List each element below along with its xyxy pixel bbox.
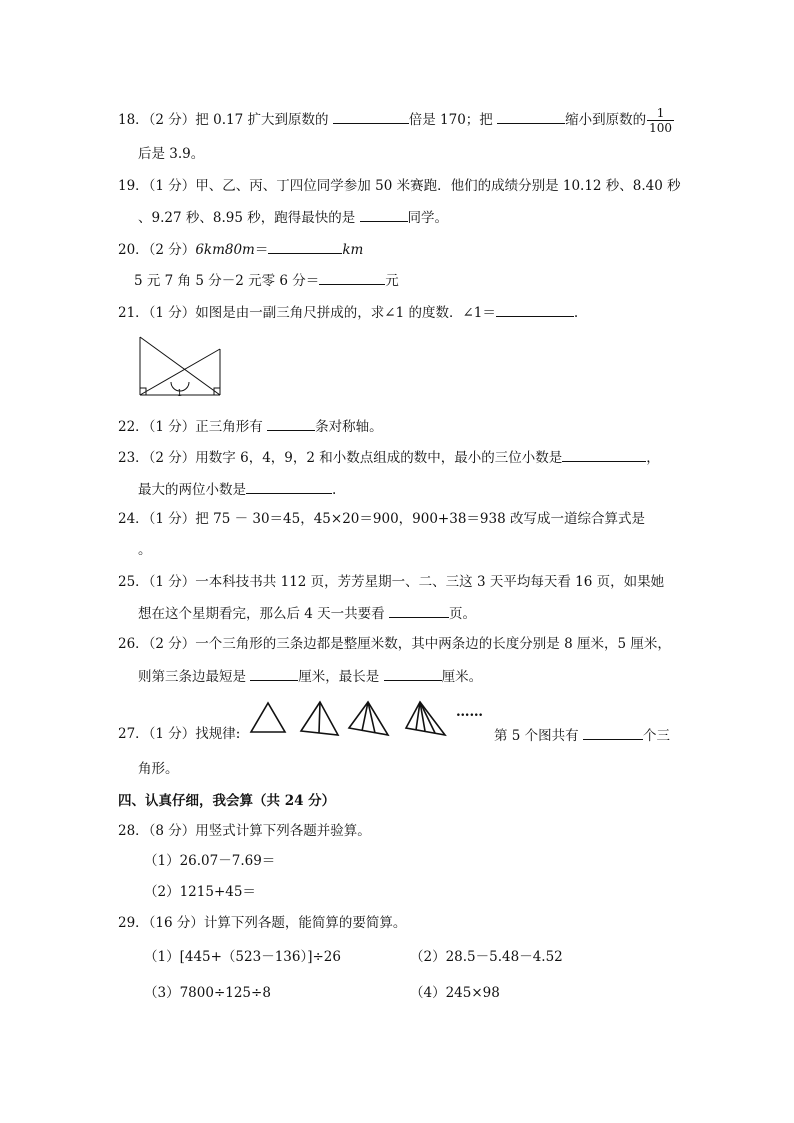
q18-frac-den: 100: [649, 121, 673, 135]
q23-text-c: 最大的两位小数是: [138, 482, 246, 498]
q22-blank[interactable]: [267, 416, 315, 431]
q27-line2: 角形。: [138, 761, 179, 777]
q28-sub1: （1）26.07－7.69＝: [144, 853, 276, 869]
q20-text-2a: 5 元 7 角 5 分－2 元零 6 分＝: [134, 273, 320, 289]
q27-blank[interactable]: [583, 725, 643, 740]
q18-blank-1[interactable]: [333, 109, 409, 124]
q29-sub3: （3）7800÷125÷8: [144, 985, 271, 1001]
q25-line1: 25．（1 分）一本科技书共 112 页，芳芳星期一、二、三这 3 天平均每天看 16 页，如果她: [118, 574, 665, 590]
q27-triangle-3: [349, 702, 388, 735]
q26-blank-1[interactable]: [250, 666, 298, 681]
q27-dots: ……: [456, 704, 483, 720]
q21-left-hypotenuse: [140, 337, 220, 395]
q20-line1: [118, 239, 363, 259]
q22-text-a: 22．（1 分）正三角形有: [118, 419, 263, 435]
q21-text-b: .: [573, 305, 579, 321]
q20-prefix: 20．（2 分）: [118, 242, 196, 258]
q19-text-b: 同学。: [407, 210, 448, 226]
q23-line1: [118, 447, 660, 467]
q19-line2: [138, 207, 448, 227]
q20-unit: km: [342, 242, 364, 258]
q22-text-b: 条对称轴。: [315, 419, 383, 435]
q28-sub2: （2）1215+45＝: [144, 884, 256, 900]
q21-text-a: 21．（1 分）如图是由一副三角尺拼成的，求∠1 的度数．∠1＝: [118, 305, 496, 321]
q29-sub1: （1）[445+（523－136）]÷26: [144, 949, 341, 965]
q18-fraction: [647, 106, 674, 135]
section4-heading: 四、认真仔细，我会算（共 24 分）: [118, 793, 336, 809]
q27-triangle-2: [301, 702, 338, 735]
q25-text-a: 想在这个星期看完，那么后 4 天一共要看: [138, 606, 385, 622]
q26-text-b: 厘米，最长是: [298, 669, 380, 685]
q20-expr: 6km80m: [195, 242, 255, 258]
q23-line2: [138, 479, 336, 499]
q26-text-c: 厘米。: [441, 669, 483, 685]
q27-text-b: 个三: [642, 728, 670, 744]
q18-text-a: 18．（2 分）把 0.17 扩大到原数的: [118, 112, 329, 128]
q23-text-d: .: [332, 482, 337, 498]
q18-frac-num: 1: [647, 106, 674, 121]
q21-angle-label: 1: [177, 388, 182, 398]
q28-text: 28．（8 分）用竖式计算下列各题并验算。: [118, 823, 371, 839]
q27-line: [494, 725, 670, 745]
q24-line2: 。: [138, 542, 152, 558]
q21-line: [118, 302, 578, 322]
q29-sub4: （4）245×98: [410, 985, 500, 1001]
q26-blank-2[interactable]: [384, 666, 442, 681]
q27-triangle-1: [251, 703, 285, 732]
q26-text-a: 则第三条边最短是: [138, 669, 246, 685]
q24-line1: 24．（1 分）把 75 － 30＝45，45×20＝900，900+38＝938 改写成一道综合算式是: [118, 511, 645, 527]
q25-blank[interactable]: [389, 603, 449, 618]
q27-text-a: 第 5 个图共有: [494, 728, 579, 744]
q27-triangle-4: [406, 702, 445, 735]
q29-sub2: （2）28.5－5.48－4.52: [410, 949, 563, 965]
q27-pattern-figures: [248, 698, 448, 738]
q21-blank[interactable]: [496, 302, 574, 317]
q29-text: 29．（16 分）计算下列各题，能简算的要简算。: [118, 915, 407, 931]
q23-blank-2[interactable]: [246, 479, 332, 494]
q20-blank-1[interactable]: [268, 239, 342, 254]
q18-blank-2[interactable]: [497, 109, 565, 124]
q23-text-b: ，: [646, 450, 660, 466]
q20-blank-2[interactable]: [319, 270, 385, 285]
q18-text-b: 倍是 170；把: [408, 112, 493, 128]
q26-line2: [138, 666, 482, 686]
q22-line: [118, 416, 383, 436]
q19-line1: 19．（1 分）甲、乙、丙、丁四位同学参加 50 米赛跑．他们的成绩分别是 10.12 秒、8.40 秒: [118, 178, 681, 194]
q27-prefix: 27．（1 分）找规律:: [118, 726, 241, 742]
q18-line1: [118, 106, 674, 135]
q18-text-c: 缩小到原数的: [565, 112, 647, 128]
q23-text-a: 23．（2 分）用数字 6，4，9，2 和小数点组成的数中，最小的三位小数是: [118, 450, 563, 466]
q23-blank-1[interactable]: [562, 447, 646, 462]
q18-line2: 后是 3.9。: [138, 146, 205, 162]
q19-blank[interactable]: [360, 207, 408, 222]
q20-eq: ＝: [254, 242, 269, 258]
q26-line1: 26．（2 分）一个三角形的三条边都是整厘米数，其中两条边的长度分别是 8 厘米，5 厘米，: [118, 636, 671, 652]
q19-text-a: 、9.27 秒、8.95 秒，跑得最快的是: [138, 210, 356, 226]
q25-text-b: 页。: [448, 606, 476, 622]
q21-triangle-figure: [136, 334, 224, 398]
q20-line2: [134, 270, 399, 290]
q25-line2: [138, 603, 476, 623]
q20-text-2b: 元: [385, 273, 399, 289]
